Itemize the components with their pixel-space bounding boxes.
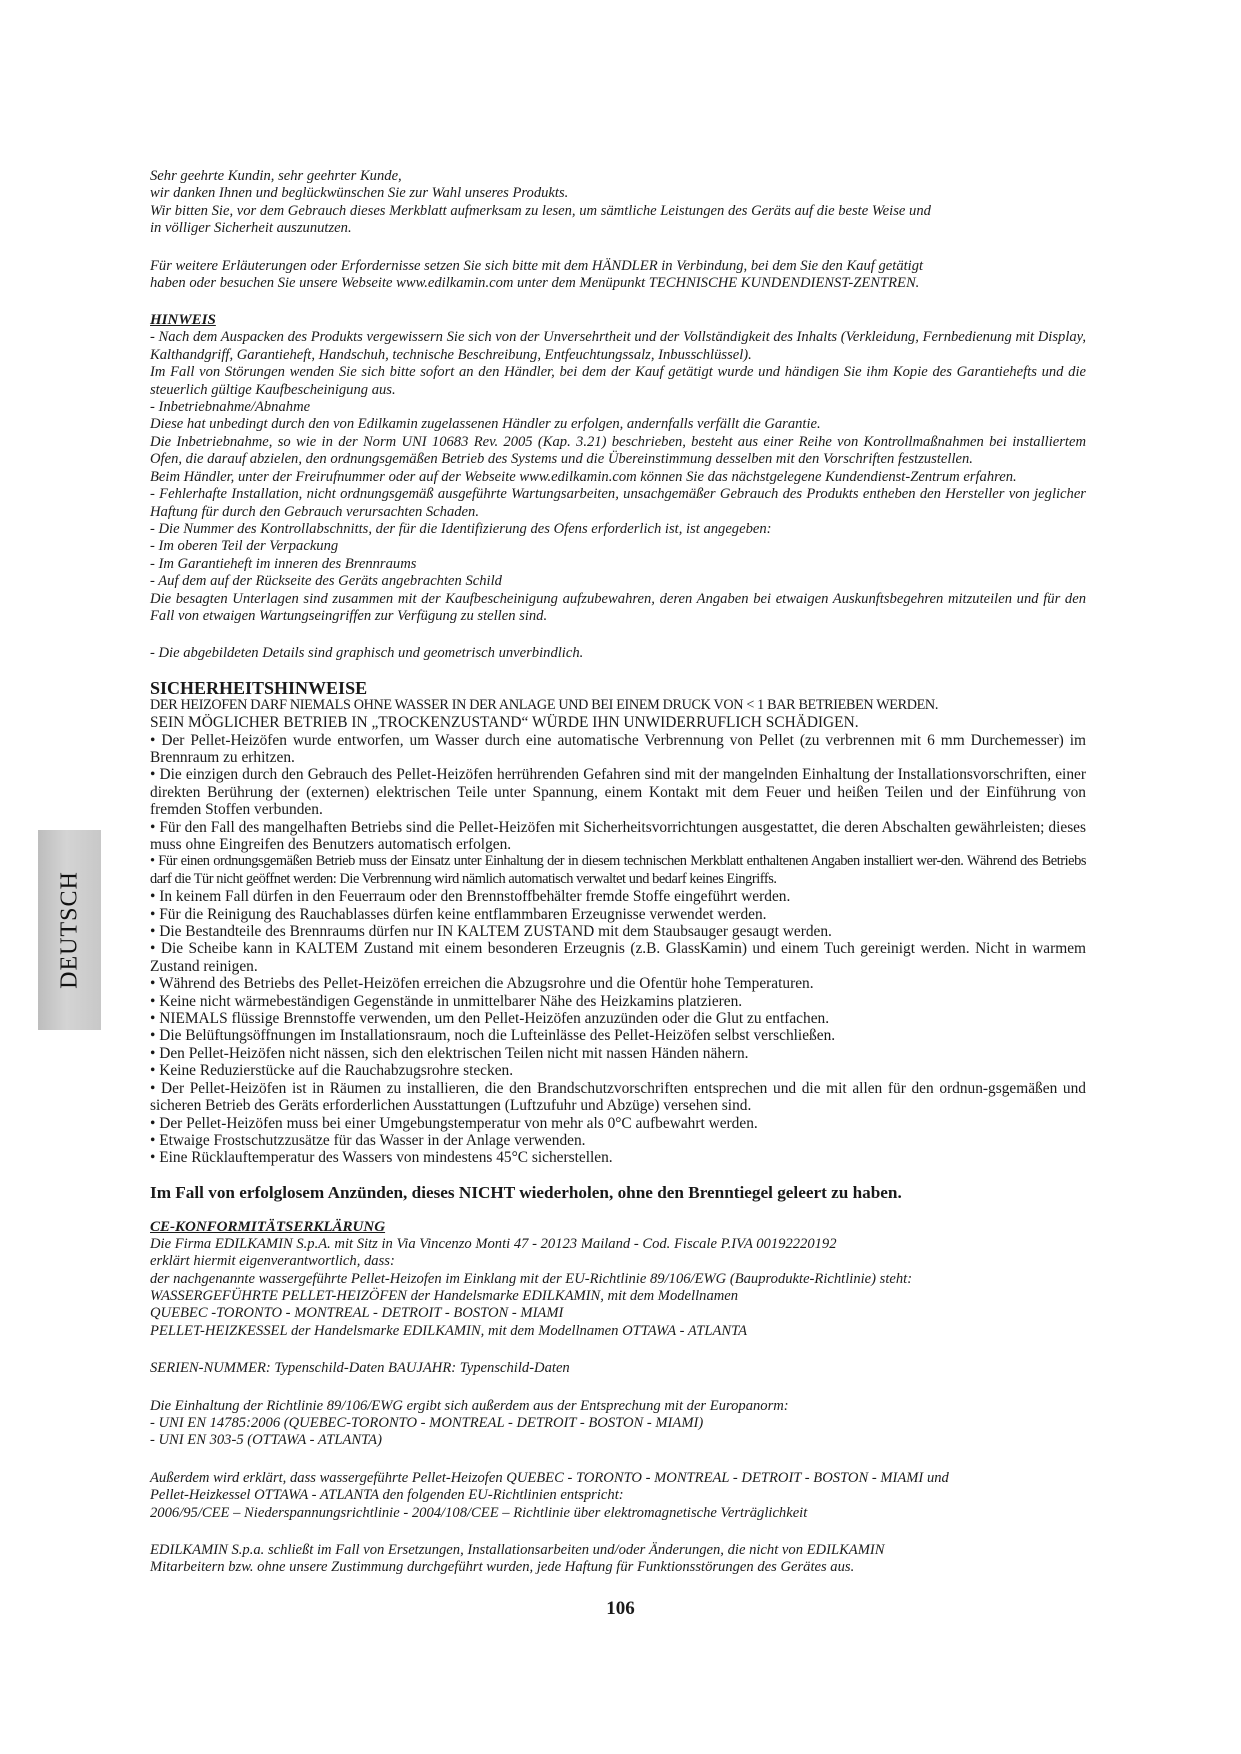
ce-line: der nachgenannte wassergeführte Pellet-Heizofen im Einklang mit der EU-Richtlinie 89/106/EWG (Bauprodukte-Richtlinie) steht: [150, 1270, 913, 1287]
safety-bullet: • Für den Fall des mangelhaften Betriebs sind die Pellet-Heizöfen mit Sicherheitsvorrichtungen ausgestattet, die deren Abschalten gewährleisten; dieses muss ohne Eingreifen des Benutzers automatisch erfolgen. [150, 818, 1086, 853]
safety-bullet: • Der Pellet-Heizöfen muss bei einer Umgebungstemperatur von mehr als 0°C aufbewahrt werden. [150, 1114, 758, 1132]
hinweis-paragraph: - Nach dem Auspacken des Produkts vergewissern Sie sich von der Unversehrtheit und der Vollständigkeit des Inhalts (Verkleidung, Fernbedienung mit Display, Kalthandgriff, Garantieheft, Handschuh, technische Beschreibung, Entfeuchtungssalz, Inbusschlüssel). [150, 329, 1086, 363]
safety-bullet: • Für einen ordnungsgemäßen Betrieb muss der Einsatz unter Einhaltung der in diesem technischen Merkblatt enthaltenen Angaben installiert wer-den. Während des Betriebs darf die Tür nicht geöffnet werden: Die Verbrennung wird nämlich automatisch verwaltet und bedarf keines Eingriffs. [150, 853, 1086, 887]
hinweis-paragraph: - Fehlerhafte Installation, nicht ordnungsgemäß ausgeführte Wartungsarbeiten, unsachgemäßer Gebrauch des Produkts entheben den Hersteller von jeglicher Haftung für durch den Gebrauch verursachten Schaden. [150, 486, 1086, 520]
safety-bullet: • In keinem Fall dürfen in den Feuerraum oder den Brennstoffbehälter fremde Stoffe eingeführt werden. [150, 888, 791, 906]
safety-bullet: • Der Pellet-Heizöfen ist in Räumen zu installieren, die den Brandschutzvorschriften entsprechen und die mit allen für den ordnun-gsgemäßen und sicheren Betrieb des Geräts erforderlichen Ausstattungen (Luftzufuhr und Abzüge) versehen sind. [150, 1079, 1086, 1115]
hinweis-paragraph: Im Fall von Störungen wenden Sie sich bitte sofort an den Händler, bei dem der Kauf getätigt wurde und händigen Sie ihm Kopie des Garantiehefts und die steuerlich gültige Kaufbescheinigung aus. [150, 364, 1086, 398]
ce-line: erklärt hiermit eigenverantwortlich, dass: [150, 1253, 395, 1270]
intro-line: Sehr geehrte Kundin, sehr geehrter Kunde, [150, 168, 402, 184]
hinweis-paragraph: - Auf dem auf der Rückseite des Geräts angebrachten Schild [150, 573, 502, 590]
ce-line: Außerdem wird erklärt, dass wassergeführte Pellet-Heizofen QUEBEC - TORONTO - MONTREAL - DETROIT - BOSTON - MIAMI und [150, 1469, 949, 1486]
hinweis-section [150, 312, 1086, 662]
safety-bullet: • Keine nicht wärmebeständigen Gegenstände in unmittelbarer Nähe des Heizkamins platzieren. [150, 992, 743, 1010]
ce-line: Die Einhaltung der Richtlinie 89/106/EWG ergibt sich außerdem aus der Entsprechung mit der Europanorm: [150, 1397, 789, 1414]
safety-bullet: • Für die Reinigung des Rauchablasses dürfen keine entflammbaren Erzeugnisse verwendet werden. [150, 905, 767, 923]
hinweis-paragraph: Die besagten Unterlagen sind zusammen mit der Kaufbescheinigung aufzubewahren, deren Angaben bei etwaigen Auskunftsbegehren mitzuteilen und für den Fall von etwaigen Wartungseingriffen zur Verfügung zu stellen sind. [150, 590, 1086, 624]
hinweis-title: HINWEIS [150, 312, 216, 329]
ce-title: CE-KONFORMITÄTSERKLÄRUNG [150, 1218, 386, 1235]
ce-line: Pellet-Heizkessel OTTAWA - ATLANTA den folgenden EU-Richtlinien entspricht: [150, 1487, 624, 1504]
safety-bullet: • NIEMALS flüssige Brennstoffe verwenden, um den Pellet-Heizöfen anzuzünden oder die Glut zu entfachen. [150, 1010, 830, 1028]
ce-line: WASSERGEFÜHRTE PELLET-HEIZÖFEN der Handelsmarke EDILKAMIN, mit dem Modellnamen [150, 1287, 739, 1304]
hinweis-paragraph: - Im Garantieheft im inneren des Brennraums [150, 555, 417, 572]
language-side-tab [38, 830, 101, 1030]
page-body [150, 168, 1086, 1577]
intro-block [150, 168, 1086, 238]
dealer-info-block [150, 258, 1086, 293]
hinweis-paragraph: - Inbetriebnahme/Abnahme [150, 399, 311, 416]
dealer-info-line: haben oder besuchen Sie unsere Webseite www.edilkamin.com unter dem Menüpunkt TECHNISCHE KUNDENDIENST-ZENTREN. [150, 275, 920, 292]
safety-bullet: • Der Pellet-Heizöfen wurde entworfen, um Wasser durch eine automatische Verbrennung von Pellet (zu verbrennen mit 6 mm Durchemesser) im Brennraum zu erhitzen. [150, 731, 1086, 766]
hinweis-paragraph: - Die Nummer des Kontrollabschnitts, der für die Identifizierung des Ofens erforderlich ist, ist angegeben: [150, 520, 772, 537]
dealer-info-line: Für weitere Erläuterungen oder Erfordernisse setzen Sie sich bitte mit dem HÄNDLER in Verbindung, bei dem Sie den Kauf getätigt [150, 257, 924, 274]
ce-serial-line: SERIEN-NUMMER: Typenschild-Daten BAUJAHR: Typenschild-Daten [150, 1360, 570, 1377]
ce-line: - UNI EN 303-5 (OTTAWA - ATLANTA) [150, 1432, 382, 1449]
intro-line: in völliger Sicherheit auszunutzen. [150, 220, 352, 237]
ce-line: - UNI EN 14785:2006 (QUEBEC-TORONTO - MONTREAL - DETROIT - BOSTON - MIAMI) [150, 1414, 704, 1431]
ce-line: Mitarbeitern bzw. ohne unsere Zustimmung durchgeführt wurden, jede Haftung für Funktionsstörungen des Gerätes aus. [150, 1559, 855, 1576]
safety-bullet: • Eine Rücklauftemperatur des Wassers von mindestens 45°C sicherstellen. [150, 1149, 613, 1167]
hinweis-note: - Die abgebildeten Details sind graphisch und geometrisch unverbindlich. [150, 645, 584, 662]
hinweis-paragraph: Diese hat unbedingt durch den von Edilkamin zugelassenen Händler zu erfolgen, andernfalls verfällt die Garantie. [150, 416, 821, 433]
safety-caps-line: DER HEIZOFEN DARF NIEMALS OHNE WASSER IN DER ANLAGE UND BEI EINEM DRUCK VON < 1 BAR BETRIEBEN WERDEN. [150, 696, 939, 713]
safety-bullet: • Den Pellet-Heizöfen nicht nässen, sich den elektrischen Teilen nicht mit nassen Händen nähern. [150, 1044, 749, 1062]
intro-line: Wir bitten Sie, vor dem Gebrauch dieses Merkblatt aufmerksam zu lesen, um sämtliche Leistungen des Geräts auf die beste Weise und [150, 202, 931, 219]
safety-bullet: • Die Bestandteile des Brennraums dürfen nur IN KALTEM ZUSTAND mit dem Staubsauger gesaugt werden. [150, 923, 832, 941]
ce-line: 2006/95/CEE – Niederspannungsrichtlinie - 2004/108/CEE – Richtlinie über elektromagnetische Verträglichkeit [150, 1504, 808, 1521]
safety-bullet: • Die Belüftungsöffnungen im Installationsraum, noch die Lufteinlässe des Pellet-Heizöfen selbst verschließen. [150, 1027, 836, 1045]
ce-line: EDILKAMIN S.p.a. schließt im Fall von Ersetzungen, Installationsarbeiten und/oder Änderungen, die nicht von EDILKAMIN [150, 1542, 885, 1558]
ce-line: PELLET-HEIZKESSEL der Handelsmarke EDILKAMIN, mit dem Modellnamen OTTAWA - ATLANTA [150, 1322, 748, 1339]
ce-declaration-section [150, 1219, 1086, 1577]
safety-bullet: • Während des Betriebs des Pellet-Heizöfen erreichen die Abzugsrohre und die Ofentür hohe Temperaturen. [150, 975, 814, 993]
safety-bullet: • Die einzigen durch den Gebrauch des Pellet-Heizöfen herrührenden Gefahren sind mit der mangelnden Einhaltung der Installationsvorschriften, einer direkten Berührung der (externen) elektrischen Teile unter Spannung, einem Kontakt mit dem Feuer und heißen Teilen und der Einführung von fremden Stoffen verbunden. [150, 766, 1086, 819]
safety-bullet: • Keine Reduzierstücke auf die Rauchabzugsrohre stecken. [150, 1062, 514, 1080]
safety-title: SICHERHEITSHINWEISE [150, 677, 368, 698]
language-tab-label: DEUTSCH [56, 871, 82, 989]
safety-section [150, 679, 1086, 1167]
safety-caps-line: SEIN MÖGLICHER BETRIEB IN „TROCKENZUSTAND“ WÜRDE IHN UNWIDERRUFLICH SCHÄDIGEN. [150, 714, 859, 732]
hinweis-paragraph: Beim Händler, unter der Freirufnummer oder auf der Webseite www.edilkamin.com können Sie das nächstgelegene Kundendienst-Zentrum erfahren. [150, 468, 1017, 485]
hinweis-paragraph: Die Inbetriebnahme, so wie in der Norm UNI 10683 Rev. 2005 (Kap. 3.21) beschrieben, besteht aus einer Reihe von Kontrollmaßnahmen bei installiertem Ofen, die darauf abzielen, den ordnungsgemäßen Betrieb des Systems und die Übereinstimmung desselben mit den Vorschriften festzustellen. [150, 433, 1086, 468]
page-number: 106 [606, 1598, 635, 1619]
hinweis-paragraph: - Im oberen Teil der Verpackung [150, 538, 339, 555]
safety-bullet: • Etwaige Frostschutzzusätze für das Wasser in der Anlage verwenden. [150, 1131, 586, 1149]
empty-burn-pot-warning: Im Fall von erfolglosem Anzünden, dieses NICHT wiederholen, ohne den Brenntiegel geleert zu haben. [150, 1182, 902, 1202]
intro-line: wir danken Ihnen und beglückwünschen Sie zur Wahl unseres Produkts. [150, 185, 569, 202]
safety-bullet: • Die Scheibe kann in KALTEM Zustand mit einem besonderen Erzeugnis (z.B. GlassKamin) und einem Tuch gereinigt werden. Nicht in warmem Zustand reinigen. [150, 940, 1086, 975]
ce-line: Die Firma EDILKAMIN S.p.A. mit Sitz in Via Vincenzo Monti 47 - 20123 Mailand - Cod. Fiscale P.IVA 00192220192 [150, 1235, 837, 1252]
ce-line: QUEBEC -TORONTO - MONTREAL - DETROIT - BOSTON - MIAMI [150, 1305, 564, 1322]
